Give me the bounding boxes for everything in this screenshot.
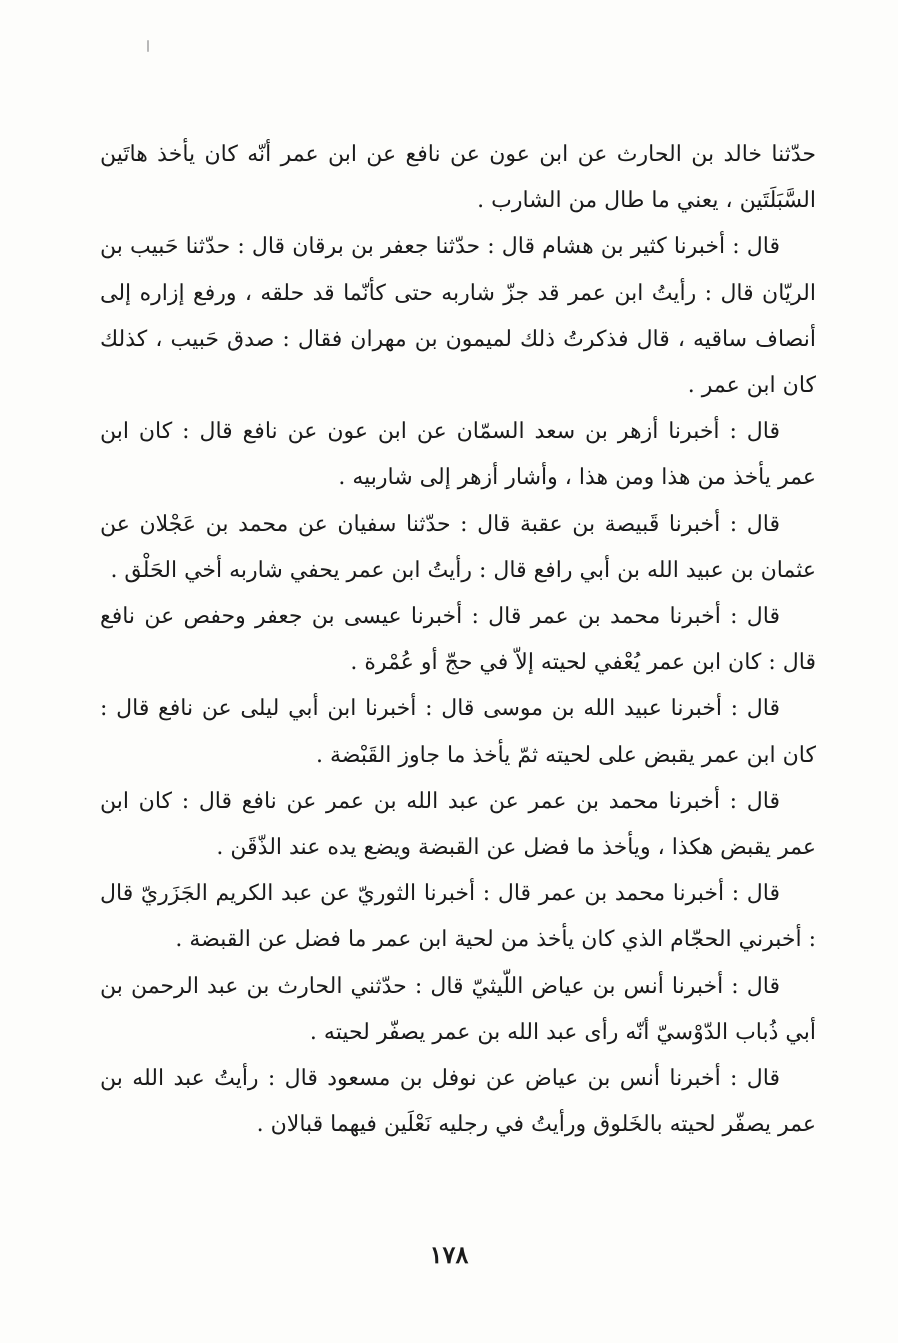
paragraph-8: قال : أخبرنا محمد بن عمر قال : أخبرنا الثوريّ عن عبد الكريم الجَزَريّ قال : أخبرني الحجّام الذي كان يأخذ من لحية ابن عمر ما فضل عن القبضة . xyxy=(100,881,816,953)
paragraph-1: حدّثنا خالد بن الحارث عن ابن عون عن نافع عن ابن عمر أنّه كان يأخذ هاتَين السَّبَلَتَين ، يعني ما طال من الشارب . xyxy=(100,142,816,214)
page-number: ١٧٨ xyxy=(429,1240,469,1269)
body-text xyxy=(100,132,816,1148)
paragraph-6: قال : أخبرنا عبيد الله بن موسى قال : أخبرنا ابن أبي ليلى عن نافع قال : كان ابن عمر يقبض على لحيته ثمّ يأخذ ما جاوز القَبْضة . xyxy=(100,696,816,768)
paragraph-2: قال : أخبرنا كثير بن هشام قال : حدّثنا جعفر بن برقان قال : حدّثنا حَبيب بن الريّان قال : رأيتُ ابن عمر قد جزّ شاربه حتى كأنّما قد حلقه ، ورفع إزاره إلى أنصاف ساقيه ، قال فذكرتُ ذلك لميمون بن مهران فقال : صدق حَبيب ، كذلك كان ابن عمر . xyxy=(100,234,816,399)
paragraph-4: قال : أخبرنا قَبيصة بن عقبة قال : حدّثنا سفيان عن محمد بن عَجْلان عن عثمان بن عبيد الله بن أبي رافع قال : رأيتُ ابن عمر يحفي شاربه أخي الحَلْق . xyxy=(100,511,816,583)
paragraph-7: قال : أخبرنا محمد بن عمر عن عبد الله بن عمر عن نافع قال : كان ابن عمر يقبض هكذا ، ويأخذ ما فضل عن القبضة ويضع يده عند الذّقَن . xyxy=(100,788,816,861)
paragraph-5: قال : أخبرنا محمد بن عمر قال : أخبرنا عيسى بن جعفر وحفص عن نافع قال : كان ابن عمر يُعْفي لحيته إلاّ في حجّ أو عُمْرة . xyxy=(100,604,816,676)
paragraph-3: قال : أخبرنا أزهر بن سعد السمّان عن ابن عون عن نافع قال : كان ابن عمر يأخذ من هذا ومن هذا ، وأشار أزهر إلى شاربيه . xyxy=(100,419,816,491)
paragraph-10: قال : أخبرنا أنس بن عياض عن نوفل بن مسعود قال : رأيتُ عبد الله بن عمر يصفّر لحيته بالخَلوق ورأيتُ في رجليه نَعْلَين فيهما قبالان . xyxy=(100,1066,816,1138)
paragraph-9: قال : أخبرنا أنس بن عياض اللّيثيّ قال : حدّثني الحارث بن عبد الرحمن بن أبي ذُباب الدّوْسيّ أنّه رأى عبد الله بن عمر يصفّر لحيته . xyxy=(100,973,816,1045)
scan-mark xyxy=(147,40,149,52)
